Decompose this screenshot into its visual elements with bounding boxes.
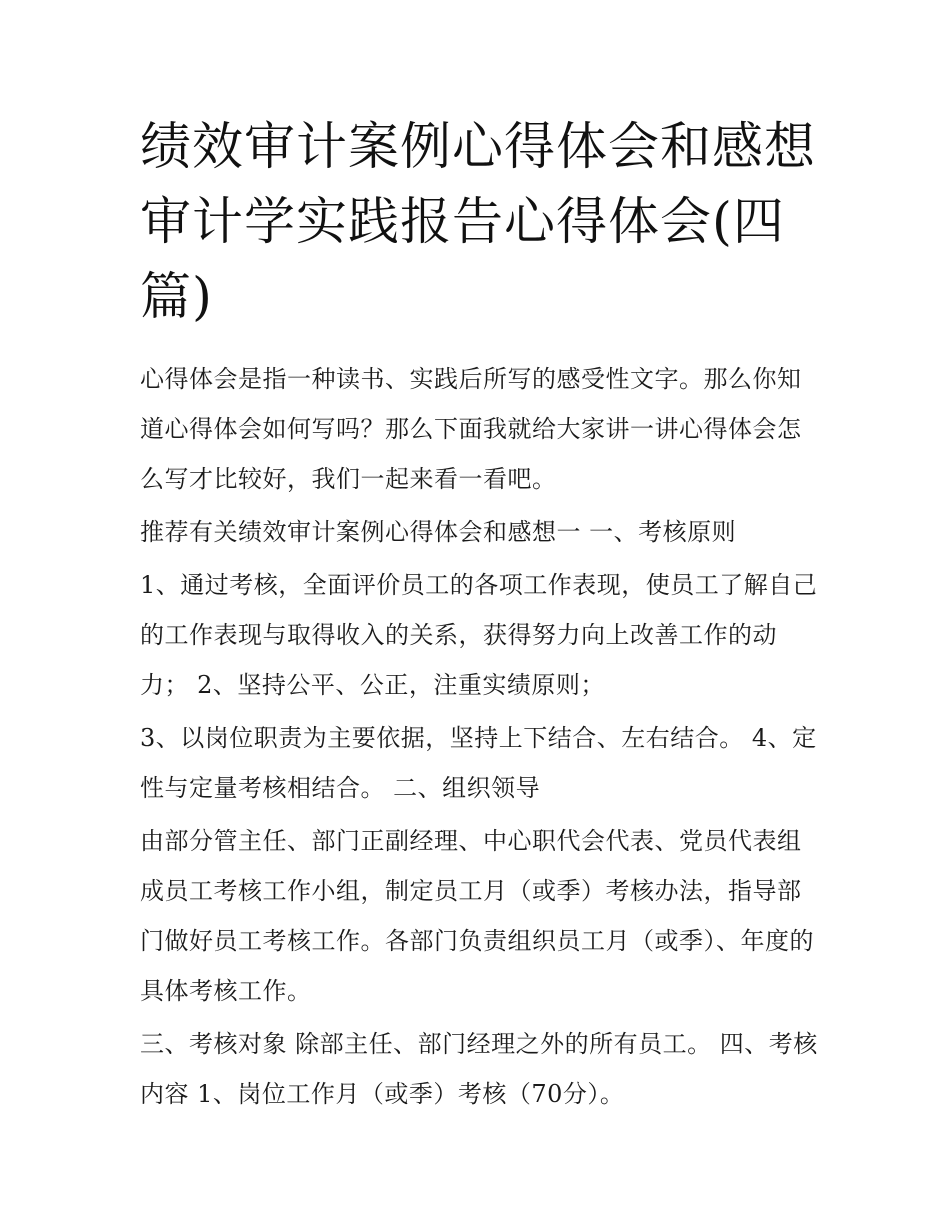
document-title: 绩效审计案例心得体会和感想审计学实践报告心得体会(四篇) [140,118,817,327]
paragraph-targets-content: 三、考核对象 除部主任、部门经理之外的所有员工。 四、考核内容 1、岗位工作月（或季）考核（70分）。 [140,1030,818,1108]
paragraph-organization: 由部分管主任、部门正副经理、中心职代会代表、党员代表组成员工考核工作小组，制定员工月（或季）考核办法，指导部门做好员工考核工作。各部门负责组织员工月（或季）、年度的具体考核工作。 [140,827,814,1005]
paragraph-principle-3-4: 3、以岗位职责为主要依据，坚持上下结合、左右结合。 4、定性与定量考核相结合。 二、组织领导 [140,724,817,802]
paragraph-principle-1-2: 1、通过考核，全面评价员工的各项工作表现，使员工了解自己的工作表现与取得收入的关系，获得努力向上改善工作的动力； 2、坚持公平、公正，注重实绩原则； [140,571,818,699]
paragraph-intro: 心得体会是指一种读书、实践后所写的感受性文字。那么你知道心得体会如何写吗？那么下面我就给大家讲一讲心得体会怎么写才比较好，我们一起来看一看吧。 [140,365,802,493]
paragraph-section-heading: 推荐有关绩效审计案例心得体会和感想一 一、考核原则 [140,518,737,546]
document-body [140,354,820,1122]
